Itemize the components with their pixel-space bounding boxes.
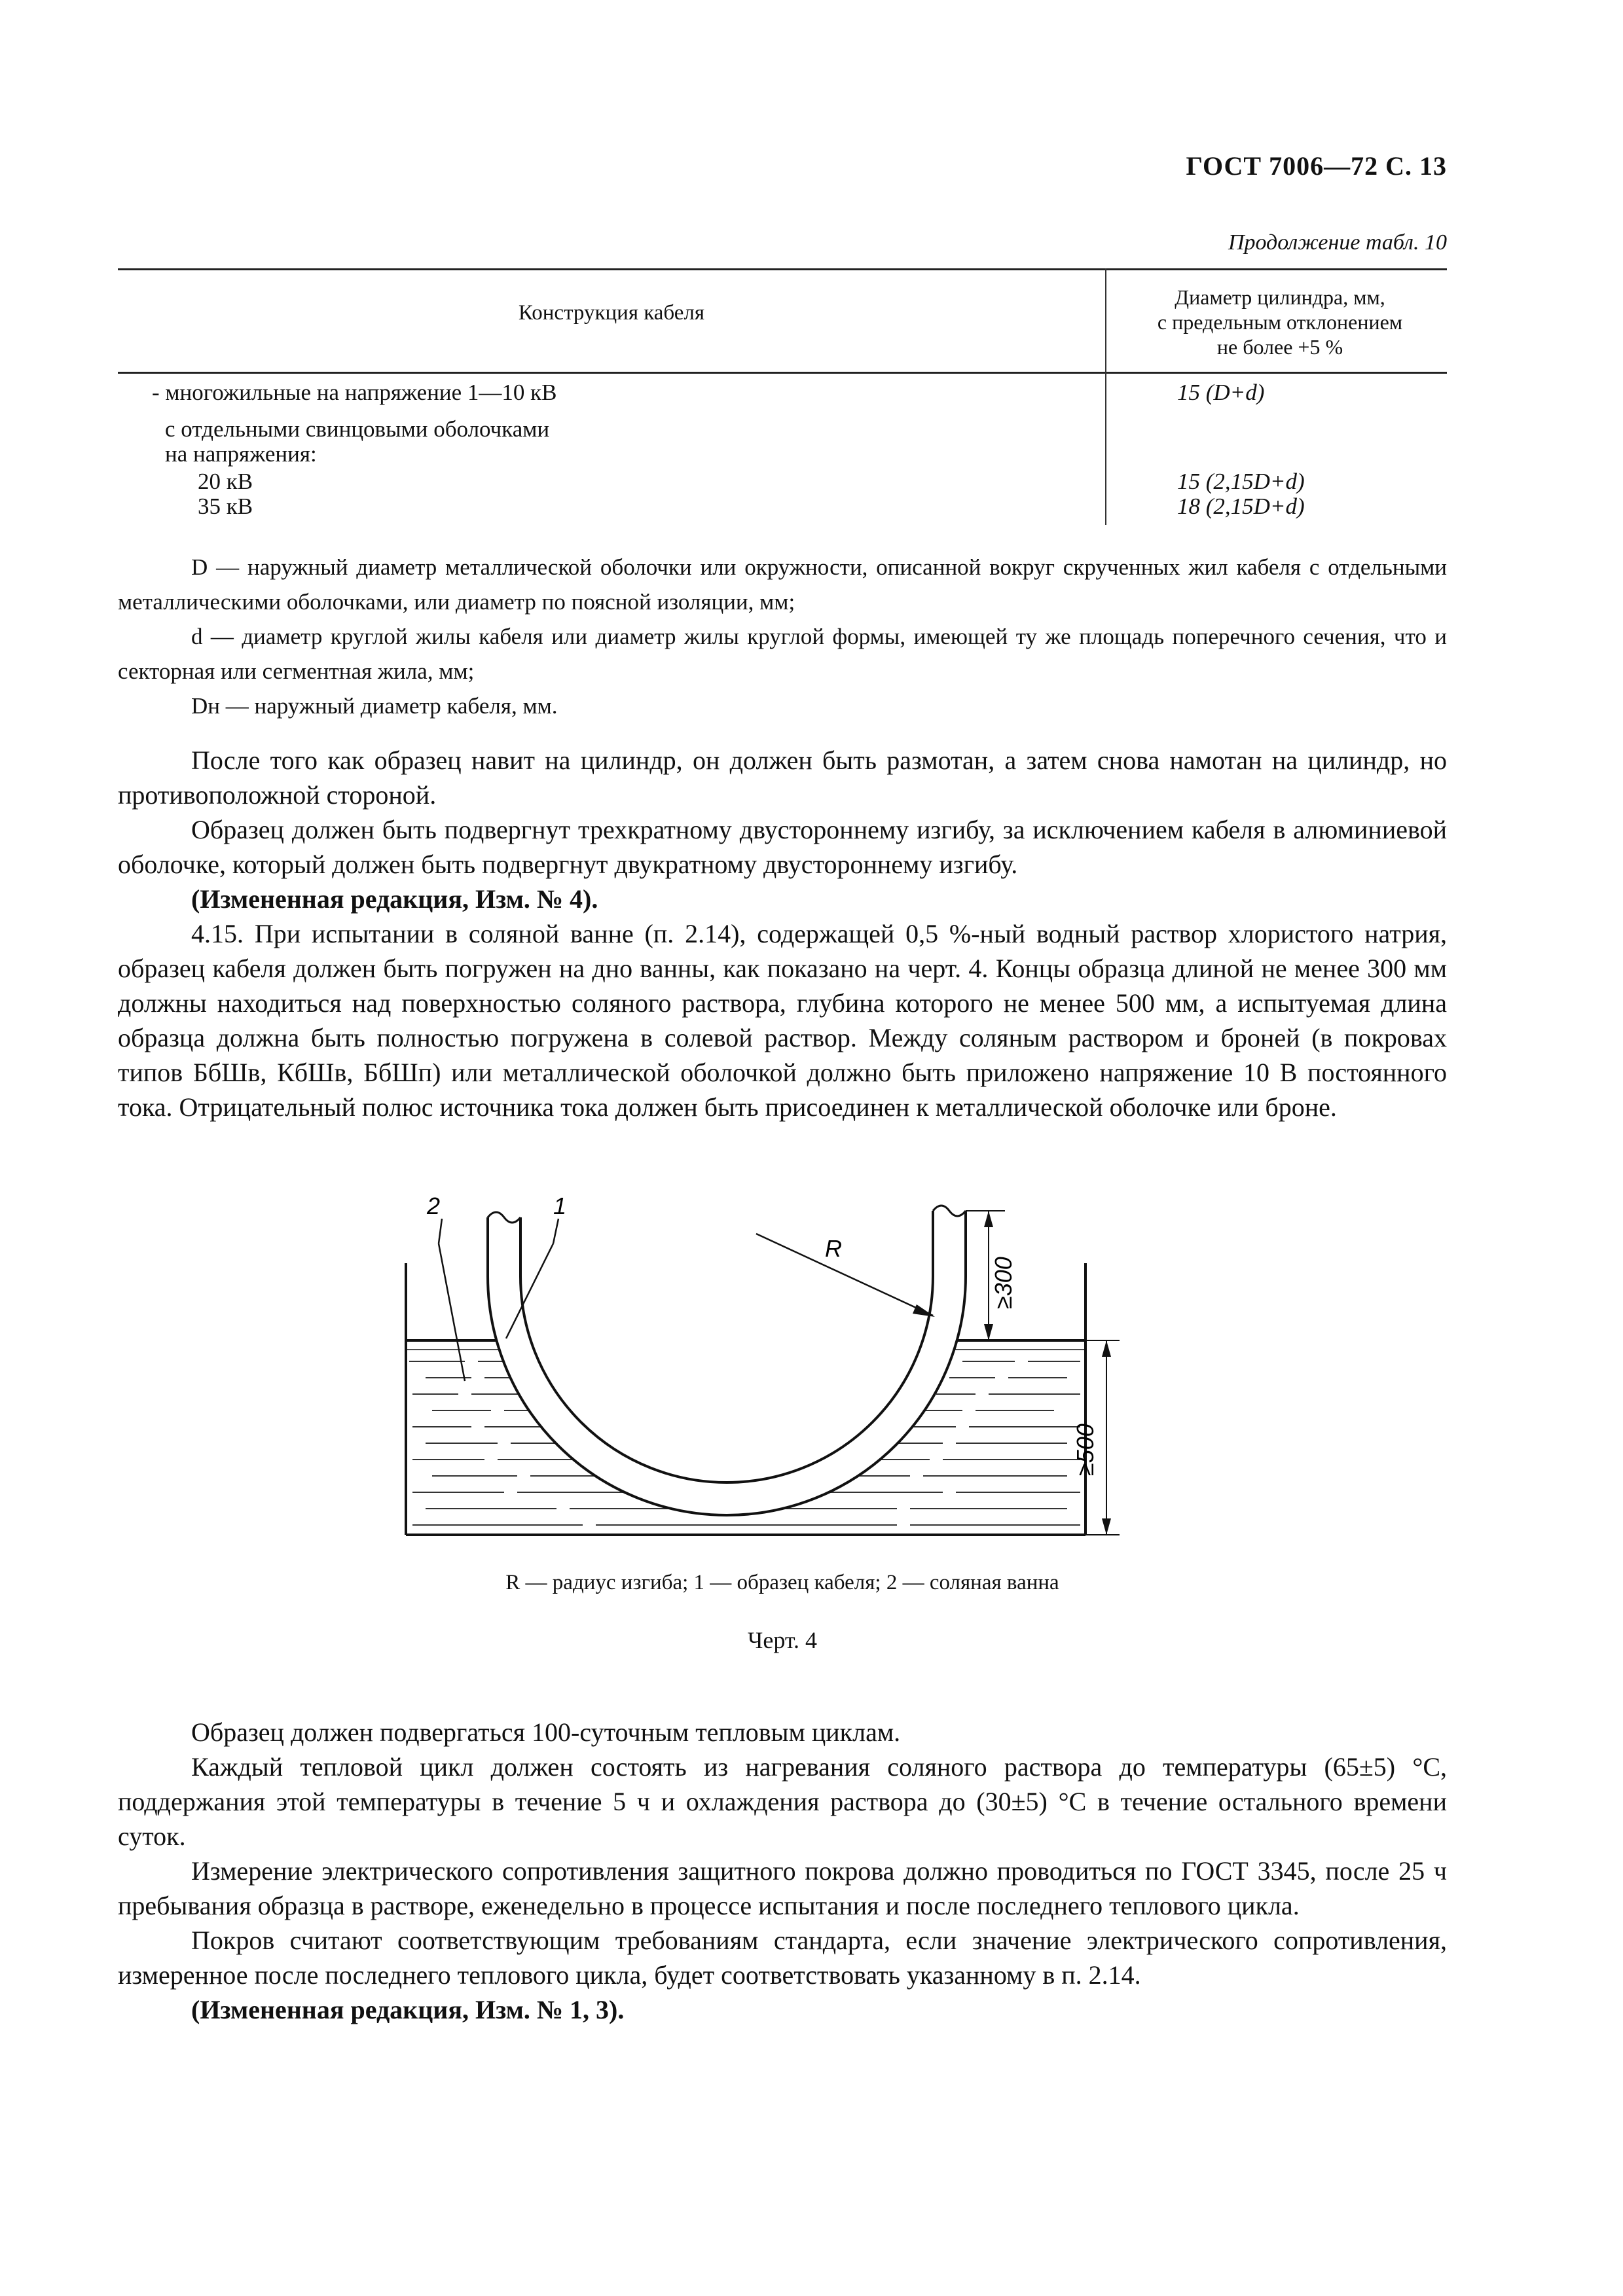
label-radius: R bbox=[825, 1235, 842, 1262]
table-value-35kv: 18 (2,15D+d) bbox=[1177, 493, 1305, 519]
body-text-bottom bbox=[118, 1715, 1447, 2027]
header-line: не более +5 % bbox=[1216, 335, 1343, 359]
paragraph-4-15: 4.15. При испытании в соляной ванне (п. 2.14), содержащей 0,5 %-ный водный раствор хлористого натрия, образец кабеля должен быть погружен на дно ванны, как показано на черт. 4. Концы образца длиной не менее 300 мм должны находиться над поверхностью соляного раствора, глубина которого не менее 500 мм, а испытуемая длина образца должна быть полностью погружена в солевой раствор. Между соляным раствором и броней (в покровах типов БбШв, КбШв, БбШп) или металлической оболочкой должно быть приложено напряжение 10 В постоянного тока. Отрицательный полюс источника тока должен быть присоединен к металлической оболочке или броне. bbox=[118, 919, 1447, 1122]
table-column-divider bbox=[1105, 268, 1106, 525]
paragraph: Покров считают соответствующим требованиям стандарта, если значение электрического сопротивления, измеренное после последнего теплового цикла, будет соответствовать указанному в п. 2.14. bbox=[118, 1926, 1447, 1990]
figure-salt-bath bbox=[386, 1178, 1120, 1551]
figure-caption: R — радиус изгиба; 1 — образец кабеля; 2 — соляная ванна bbox=[505, 1571, 1059, 1594]
table-header-construction: Конструкция кабеля bbox=[518, 301, 705, 325]
table-value-multicore: 15 (D+d) bbox=[1177, 380, 1265, 405]
table-legend bbox=[118, 550, 1447, 723]
dimension-300: ≥300 bbox=[990, 1257, 1017, 1309]
legend-item: D — наружный диаметр металлической оболочки или окружности, описанной вокруг скрученных жил кабеля с отдельными металлическими оболочками, или диаметр по поясной изоляции, мм; bbox=[118, 554, 1447, 615]
table-continuation-label: Продолжение табл. 10 bbox=[1228, 230, 1447, 255]
paragraph: Измерение электрического сопротивления защитного покрова должно проводиться по ГОСТ 3345, после 25 ч пребывания образца в растворе, еженедельно в процессе испытания и после последнего теплового цикла. bbox=[118, 1856, 1447, 1920]
table-row-35kv: 35 кВ bbox=[198, 493, 253, 519]
paragraph: Образец должен быть подвергнут трехкратному двустороннему изгибу, за исключением кабеля в алюминиевой оболочке, который должен быть подвергнут двукратному двустороннему изгибу. bbox=[118, 815, 1447, 879]
page-header: ГОСТ 7006—72 С. 13 bbox=[1186, 151, 1447, 181]
body-text-top bbox=[118, 743, 1447, 1124]
cylinder-diameter-table bbox=[118, 268, 1447, 525]
table-top-rule bbox=[118, 268, 1447, 270]
paragraph: После того как образец навит на цилиндр, он должен быть размотан, а затем снова намотан на цилиндр, но противоположной стороной. bbox=[118, 745, 1447, 810]
amendment-note: (Измененная редакция, Изм. № 1, 3). bbox=[191, 1995, 625, 2024]
table-header-diameter bbox=[1126, 285, 1434, 359]
salt-bath-drawing bbox=[386, 1178, 1120, 1551]
paragraph: Образец должен подвергаться 100-суточным тепловым циклам. bbox=[191, 1717, 901, 1747]
label-2: 2 bbox=[427, 1193, 441, 1219]
table-row-20kv: 20 кВ bbox=[198, 469, 253, 494]
dimension-500: ≥500 bbox=[1072, 1424, 1099, 1476]
table-row-lead-sheaths: с отдельными свинцовыми оболочками bbox=[165, 416, 550, 442]
label-1: 1 bbox=[553, 1193, 567, 1219]
header-line: с предельным отклонением bbox=[1157, 310, 1403, 334]
legend-item: d — диаметр круглой жилы кабеля или диаметр жилы круглой формы, имеющей ту же площадь поперечного сечения, что и секторная или сегментная жила, мм; bbox=[118, 624, 1447, 684]
table-value-20kv: 15 (2,15D+d) bbox=[1177, 469, 1305, 494]
paragraph: Каждый тепловой цикл должен состоять из нагревания соляного раствора до температуры (65±5) °С, поддержания этой температуры в течение 5 ч и охлаждения раствора до (30±5) °С в течение остального времени суток. bbox=[118, 1752, 1447, 1851]
table-row-voltages: на напряжения: bbox=[165, 441, 317, 467]
header-line: Диаметр цилиндра, мм, bbox=[1175, 285, 1385, 309]
legend-item: Dн — наружный диаметр кабеля, мм. bbox=[191, 693, 558, 719]
table-row-multicore: - многожильные на напряжение 1—10 кВ bbox=[152, 380, 557, 405]
amendment-note: (Измененная редакция, Изм. № 4). bbox=[191, 884, 598, 914]
figure-title: Черт. 4 bbox=[748, 1627, 817, 1653]
table-header-rule bbox=[118, 372, 1447, 374]
